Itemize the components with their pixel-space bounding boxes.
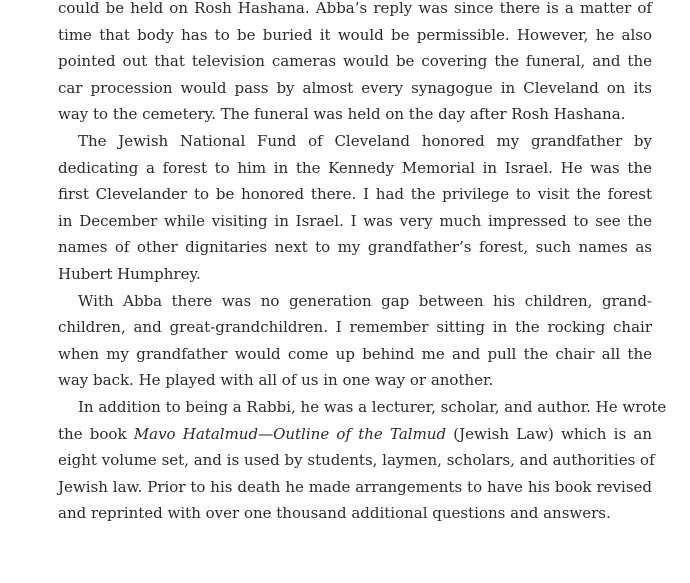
text-line: way to the cemetery. The funeral was held on the day after Rosh Hashana. <box>58 105 626 124</box>
text-line: in December while visiting in Israel. I was very much impressed to see the <box>58 211 652 230</box>
text-line: time that body has to be buried it would be permissible. However, he also <box>58 25 652 44</box>
text-line: children, and great-grandchildren. I remember sitting in the rocking chair <box>58 318 652 337</box>
text-line: names of other dignitaries next to my grandfather’s forest, such names as <box>58 238 652 257</box>
text-line: The Jewish National Fund of Cleveland honored my grandfather by <box>78 131 652 150</box>
book-title: Mavo Hatalmud—Outline of the Talmud <box>133 424 447 443</box>
text-line: Hubert Humphrey. <box>58 264 201 283</box>
paragraph-forest <box>58 128 652 288</box>
text-line: first Clevelander to be honored there. I had the privilege to visit the forest <box>58 185 652 204</box>
text-line: when my grandfather would come up behind me and pull the chair all the <box>58 344 652 363</box>
text-line: could be held on Rosh Hashana. Abba’s reply was since there is a matter of <box>58 0 652 17</box>
text-line <box>58 421 652 448</box>
text-line: dedicating a forest to him in the Kennedy Memorial in Israel. He was the <box>58 158 652 177</box>
text-segment: the book <box>58 424 134 443</box>
text-line: car procession would pass by almost every synagogue in Cleveland on its <box>58 78 652 97</box>
paragraph-funeral <box>58 0 652 128</box>
text-line: Jewish law. Prior to his death he made arrangements to have his book revised <box>58 477 652 496</box>
text-segment: (Jewish Law) which is an <box>446 424 652 443</box>
text-line: In addition to being a Rabbi, he was a lecturer, scholar, and author. He wrote <box>78 397 667 416</box>
text-line: way back. He played with all of us in one way or another. <box>58 371 494 390</box>
text-line: With Abba there was no generation gap between his children, grand- <box>78 291 652 310</box>
text-line: pointed out that television cameras would be covering the funeral, and the <box>58 52 652 71</box>
document-page <box>58 0 667 527</box>
paragraph-generation <box>58 288 652 394</box>
text-line: eight volume set, and is used by students, laymen, scholars, and authorities of <box>58 451 655 470</box>
paragraph-author <box>58 394 667 527</box>
text-line: and reprinted with over one thousand additional questions and answers. <box>58 504 611 523</box>
